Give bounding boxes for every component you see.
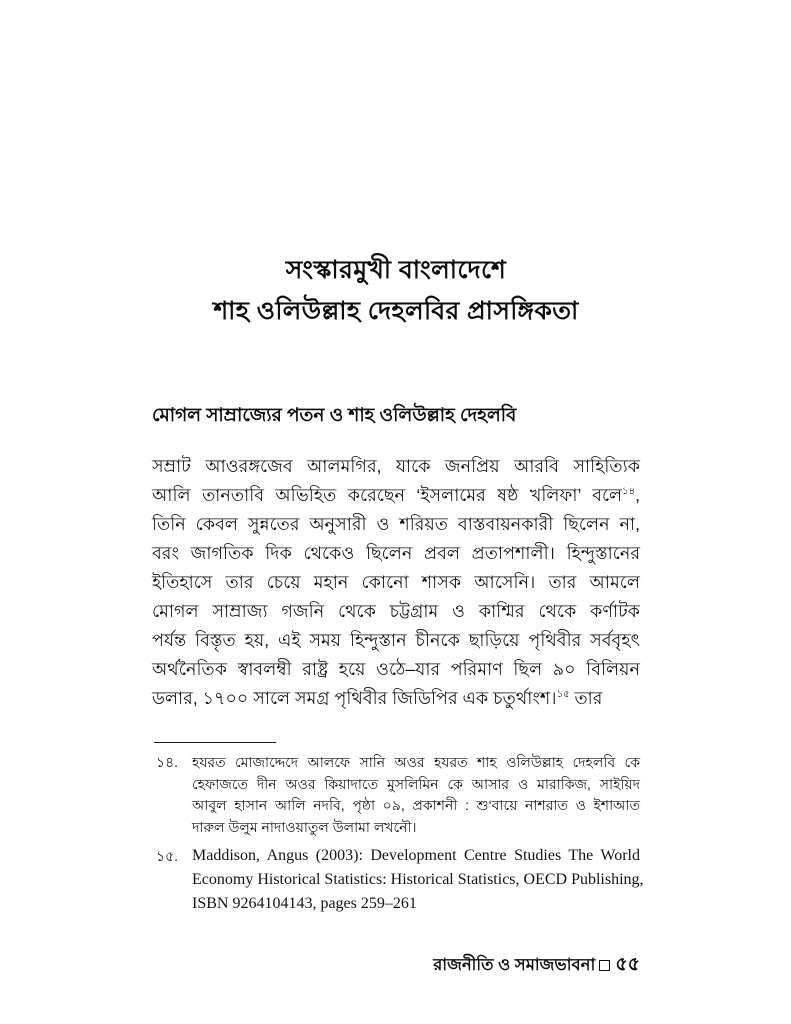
- footnote-marker: ১৫.: [156, 848, 179, 864]
- body-line-text: ডলার, ১৭০০ সালে সমগ্র পৃথিবীর জিডিপির এক চতুর্থাংশ।: [152, 688, 557, 708]
- footnote-line: ISBN 9264104143, pages 259–261: [192, 895, 417, 912]
- footnote-list: [152, 752, 644, 919]
- running-title: রাজনীতি ও সমাজভাবনা: [433, 956, 596, 974]
- footnote-item: [152, 844, 644, 916]
- body-paragraph: [152, 452, 640, 713]
- section-heading: মোগল সাম্রাজ্যের পতন ও শাহ ওলিউল্লাহ দেহলবি: [152, 404, 517, 425]
- body-line-suffix: ,: [635, 485, 640, 505]
- footnote-line: হযরত মোজাদ্দেদে আলফে সানি অওর হযরত শাহ ওলিউল্লাহ দেহলবি কে: [192, 754, 640, 770]
- footnote-line: Economy Historical Statistics: Historical Statistics, OECD Publishing,: [192, 871, 644, 888]
- footnote-item: [152, 752, 640, 838]
- body-line: তিনি কেবল সুন্নতের অনুসারী ও শরিয়ত বাস্তবায়নকারী ছিলেন না,: [152, 514, 640, 534]
- square-bullet-icon: [599, 960, 610, 971]
- body-line: [152, 481, 640, 510]
- body-line: পর্যন্ত বিস্তৃত হয়, এই সময় হিন্দুস্তান চীনকে ছাড়িয়ে পৃথিবীর সর্ববৃহৎ: [152, 630, 640, 650]
- footnote-line: Maddison, Angus (2003): Development Centre Studies The World: [192, 847, 640, 864]
- body-line: সম্রাট আওরঙ্গজেব আলমগির, যাকে জনপ্রিয় আরবি সাহিত্যিক: [152, 456, 640, 476]
- body-line-text: আলি তানতাবি অভিহিত করেছেন ‘ইসলামের ষষ্ঠ খলিফা’ বলে: [152, 485, 623, 505]
- page-content-area: [152, 0, 644, 1024]
- footnote-line: আবুল হাসান আলি নদবি, পৃষ্ঠা ০৯, প্রকাশনী : শু‘বায়ে নাশরাত ও ইশাআত: [192, 797, 640, 813]
- body-line-suffix: তার: [569, 688, 603, 708]
- footnote-marker: ১৪.: [156, 754, 179, 770]
- body-line: বরং জাগতিক দিক থেকেও ছিলেন প্রবল প্রতাপশালী। হিন্দুস্তানের: [152, 543, 640, 563]
- body-line: অর্থনৈতিক স্বাবলম্বী রাষ্ট্র হয়ে ওঠে–যার পরিমাণ ছিল ৯০ বিলিয়ন: [152, 659, 640, 679]
- title-line-2: শাহ ওলিউল্লাহ দেহলবির প্রাসঙ্গিকতা: [213, 297, 579, 325]
- page-number: ৫৫: [615, 954, 640, 975]
- footnote-ref-15: ১৫: [556, 689, 570, 701]
- footnote-body: [192, 844, 644, 916]
- body-line: [152, 684, 640, 713]
- footnote-line: দারুল উলুম নাদাওয়াতুল উলামা লখনৌ।: [192, 818, 417, 835]
- document-title: [152, 250, 640, 332]
- title-line-1: সংস্কারমুখী বাংলাদেশে: [285, 256, 507, 284]
- page-footer: [152, 950, 640, 982]
- footnote-body: [192, 752, 640, 838]
- footnote-line: হেফাজতে দীন অওর কিয়াদাতে মুসলিমিন কে আসার ও মারাকিজ, সাইয়িদ: [192, 775, 640, 792]
- footnote-separator-rule: [154, 742, 276, 743]
- footnote-ref-14: ১৪: [622, 486, 636, 498]
- body-line: ইতিহাসে তার চেয়ে মহান কোনো শাসক আসেনি। তার আমলে: [152, 572, 640, 592]
- body-line: মোগল সাম্রাজ্য গজনি থেকে চট্টগ্রাম ও কাশ্মির থেকে কর্ণাটক: [152, 601, 640, 621]
